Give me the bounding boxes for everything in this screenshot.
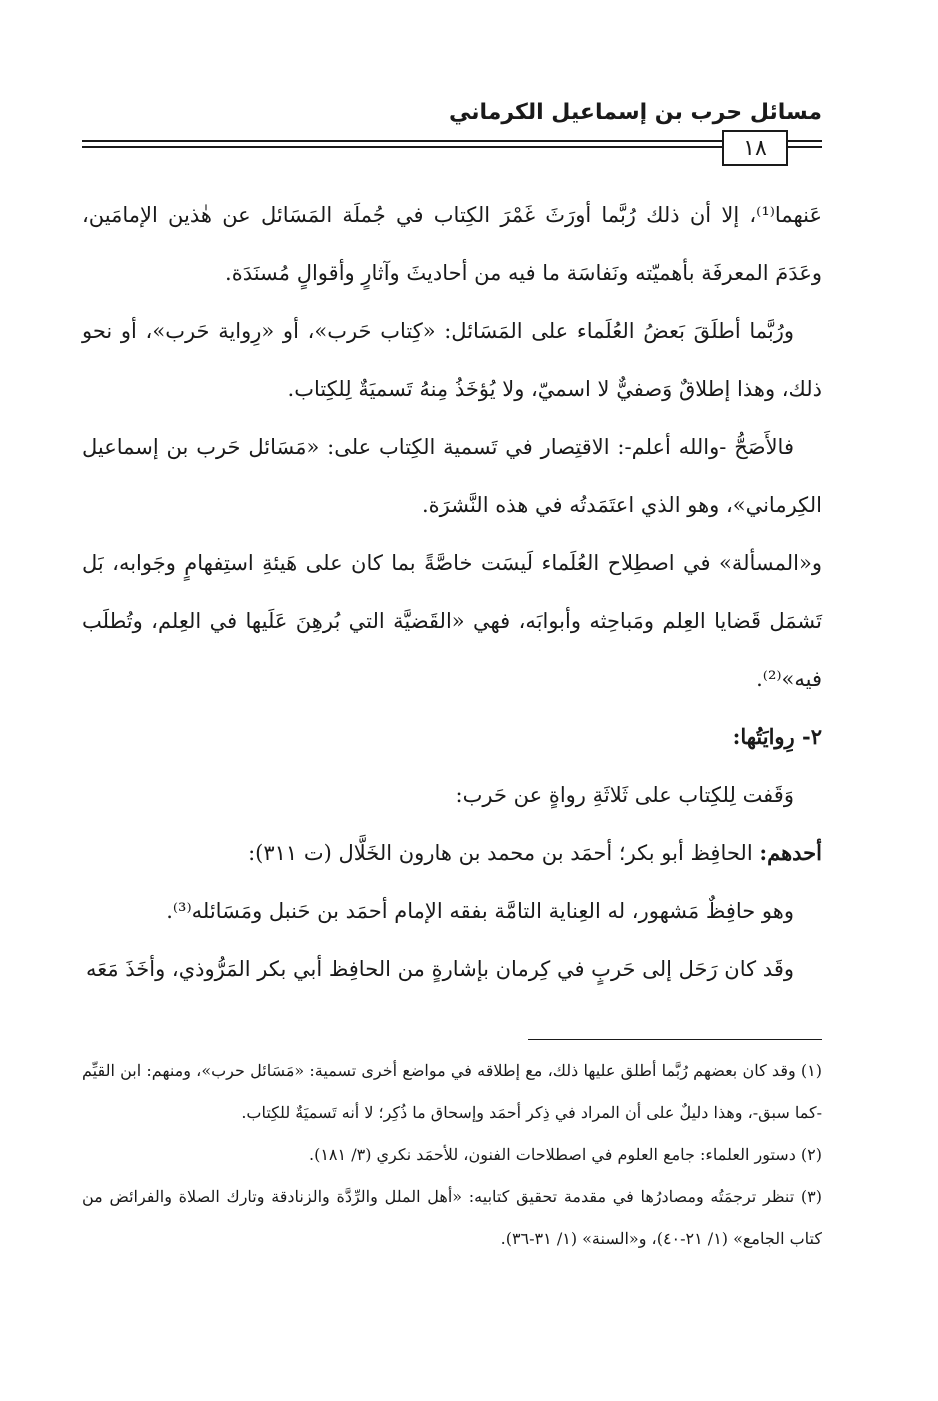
running-title: مسائل حرب بن إسماعيل الكرماني bbox=[448, 100, 822, 125]
page-header bbox=[82, 100, 822, 170]
header-rule-top bbox=[82, 140, 722, 142]
paragraph: و«المسألة» في اصطِلاح العُلَماء لَيسَت خاصَّةً بما كان على هَيئةِ استِفهامٍ وجَوابه، بَل تَشمَل قَضايا العِلم ومَباحِثه وأبوابَه، فهي «القَضيَّة التي بُرهِنَ عَلَيها في العِلم، وتُطلَب فيه»⁽²⁾. bbox=[82, 551, 822, 691]
paragraph: وقَد كان رَحَل إلى حَربٍ في كِرمان بإشارةٍ من الحافِظ أبي بكر المَرُّوذي، وأخَذَ مَعَه bbox=[85, 957, 794, 981]
header-rule-bottom bbox=[82, 146, 722, 148]
paragraph: وهو حافِظٌ مَشهور، له العِناية التامَّة بفقه الإمام أحمَد بن حَنبل ومَسَائله⁽³⁾. bbox=[166, 899, 794, 923]
paragraph: عَنهما⁽¹⁾، إلا أن ذلك رُبَّما أورَثَ غَمْرَ الكِتاب في جُملَة المَسَائل عن هٰذين الإمامَين، وعَدَمَ المعرفَة بأهميّته ونَفاسَة ما فيه من أحاديثَ وآثارٍ وأقوالٍ مُسنَدَة. bbox=[82, 203, 822, 285]
footnote: (٢) دستور العلماء: جامع العلوم في اصطلاحات الفنون، للأحمَد نكري (٣/ ١٨١). bbox=[309, 1145, 822, 1164]
page-number: ١٨ bbox=[722, 130, 788, 166]
main-text bbox=[82, 186, 822, 998]
paragraph: فالأَصَحُّ -والله أعلم-: الاقتِصار في تَسمية الكِتاب على: «مَسَائل حَرب بن إسماعيل الكِرماني»، وهو الذي اعتَمَدتُه في هذه النَّشرَة. bbox=[82, 435, 822, 517]
section-heading: ٢- رِوايَتُها: bbox=[732, 724, 822, 749]
footnote: (٣) تنظر ترجمَتُه ومصادرُها في مقدمة تحقيق كتابيه: «أهل الملل والرِّدَّة والزنادقة وتارك الصلاة والفرائض من كتاب الجامع» (١/ ٢١-٤٠)، و«السنة» (١/ ٣١-٣٦). bbox=[82, 1187, 823, 1248]
paragraph: وَقَفت لِلكِتاب على ثَلاثَةِ رواةٍ عن حَرب: bbox=[455, 783, 794, 807]
footnote-separator bbox=[528, 1039, 822, 1040]
paragraph bbox=[82, 824, 822, 882]
narrator-text: الحافِظ أبو بكر؛ أحمَد بن محمد بن هارون الخَلَّال (ت ٣١١): bbox=[248, 841, 753, 865]
header-rule-right-top bbox=[788, 140, 822, 142]
narrator-label: أحدهم: bbox=[759, 840, 822, 865]
paragraph: ورُبَّما أطلَقَ بَعضُ العُلَماء على المَسَائل: «كِتاب حَرب»، أو «رِواية حَرب»، أو نحو ذلك، وهذا إطلاقٌ وَصفيٌّ لا اسميّ، ولا يُؤخَذُ مِنهُ تَسميَةٌ لِلكِتاب. bbox=[82, 319, 822, 401]
footnote: (١) وقد كان بعضهم رُبَّما أطلق عليها ذلك، مع إطلاقه في مواضع أخرى تسمية: «مَسَائل حرب»، ومنهم: ابن القيِّم -كما سبق-، وهذا دليلٌ على أن المراد في ذِكر أحمَد وإسحاق ما ذُكِر؛ لا أنه تَسميَةٌ للكِتاب. bbox=[82, 1061, 822, 1122]
header-rule-right-bottom bbox=[788, 146, 822, 148]
footnotes bbox=[82, 1050, 822, 1260]
